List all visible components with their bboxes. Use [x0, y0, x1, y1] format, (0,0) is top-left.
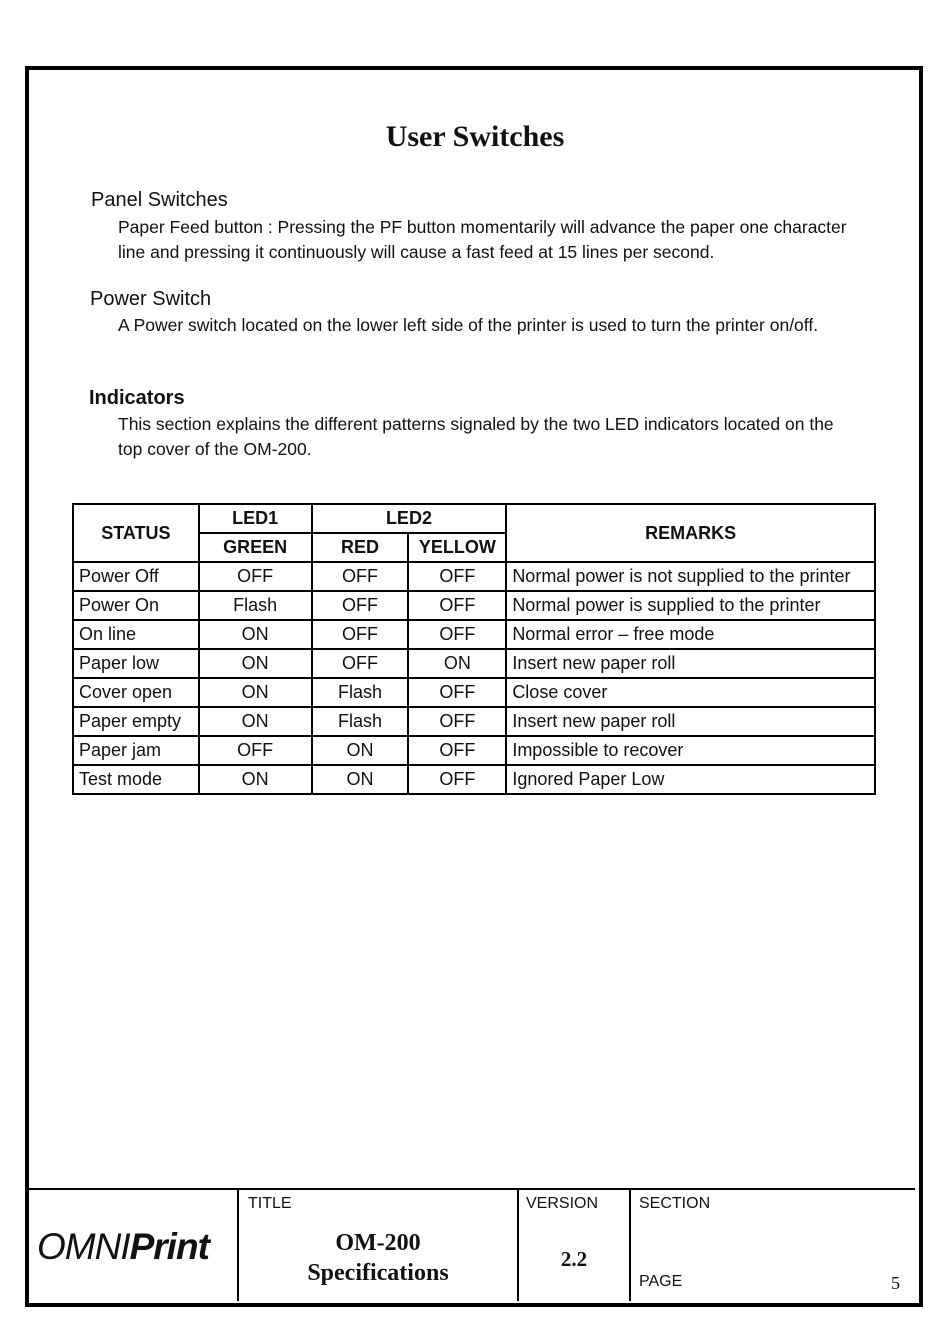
omniprint-logo: OMNIPrint [37, 1226, 209, 1267]
red-cell: OFF [312, 591, 409, 620]
header-green: GREEN [199, 533, 312, 562]
indicators-heading: Indicators [89, 387, 185, 409]
remarks-cell: Ignored Paper Low [506, 765, 875, 794]
page-label: PAGE [639, 1273, 683, 1290]
header-yellow: YELLOW [408, 533, 506, 562]
remarks-cell: Normal power is not supplied to the printer [506, 562, 875, 591]
green-cell: ON [199, 649, 312, 678]
header-led1: LED1 [199, 504, 312, 533]
yellow-cell: OFF [408, 765, 506, 794]
section-label: SECTION [639, 1195, 711, 1212]
yellow-cell: OFF [408, 707, 506, 736]
version-value: 2.2 [560, 1247, 588, 1271]
header-status: STATUS [73, 504, 199, 562]
remarks-cell: Impossible to recover [506, 736, 875, 765]
status-cell: Test mode [73, 765, 199, 794]
doc-title-line1: OM-200 [335, 1230, 421, 1256]
red-cell: Flash [312, 678, 409, 707]
led-indicator-table [72, 503, 876, 795]
table-row [73, 707, 875, 736]
table-row [73, 591, 875, 620]
panel-switches-text: Paper Feed button : Pressing the PF button momentarily will advance the paper one character line and pressing it continuously will cause a fast feed at 15 lines per second. [118, 217, 847, 262]
status-cell: On line [73, 620, 199, 649]
status-cell: Cover open [73, 678, 199, 707]
remarks-cell: Normal error – free mode [506, 620, 875, 649]
header-red: RED [312, 533, 409, 562]
power-switch-heading: Power Switch [90, 288, 212, 310]
logo-cell [29, 1190, 237, 1301]
version-label: VERSION [526, 1195, 599, 1212]
table-row [73, 649, 875, 678]
table-row [73, 678, 875, 707]
yellow-cell: OFF [408, 591, 506, 620]
panel-switches-heading: Panel Switches [91, 189, 228, 211]
power-switch-text: A Power switch located on the lower left side of the printer is used to turn the printer on/off. [118, 315, 819, 335]
red-cell: ON [312, 736, 409, 765]
green-cell: OFF [199, 562, 312, 591]
green-cell: ON [199, 620, 312, 649]
green-cell: ON [199, 765, 312, 794]
table-row [73, 765, 875, 794]
green-cell: Flash [199, 591, 312, 620]
red-cell: OFF [312, 562, 409, 591]
header-remarks: REMARKS [506, 504, 875, 562]
status-cell: Paper empty [73, 707, 199, 736]
green-cell: ON [199, 707, 312, 736]
green-cell: OFF [199, 736, 312, 765]
yellow-cell: OFF [408, 562, 506, 591]
status-cell: Power On [73, 591, 199, 620]
remarks-cell: Close cover [506, 678, 875, 707]
yellow-cell: ON [408, 649, 506, 678]
red-cell: OFF [312, 649, 409, 678]
title-label: TITLE [248, 1195, 292, 1212]
status-cell: Paper jam [73, 736, 199, 765]
version-cell [517, 1190, 629, 1301]
status-cell: Paper low [73, 649, 199, 678]
status-cell: Power Off [73, 562, 199, 591]
red-cell: Flash [312, 707, 409, 736]
remarks-cell: Normal power is supplied to the printer [506, 591, 875, 620]
page-title: User Switches [385, 120, 565, 153]
page-number: 5 [891, 1273, 900, 1293]
red-cell: ON [312, 765, 409, 794]
header-led2: LED2 [312, 504, 507, 533]
remarks-cell: Insert new paper roll [506, 649, 875, 678]
section-cell [629, 1190, 917, 1301]
table-row [73, 562, 875, 591]
doc-title-line2: Specifications [307, 1260, 449, 1286]
red-cell: OFF [312, 620, 409, 649]
remarks-cell: Insert new paper roll [506, 707, 875, 736]
indicators-text: This section explains the different patterns signaled by the two LED indicators located on the top cover of the OM-200. [118, 414, 834, 459]
title-cell [237, 1190, 517, 1301]
yellow-cell: OFF [408, 620, 506, 649]
yellow-cell: OFF [408, 736, 506, 765]
green-cell: ON [199, 678, 312, 707]
table-row [73, 736, 875, 765]
title-block [29, 1188, 915, 1301]
yellow-cell: OFF [408, 678, 506, 707]
table-row [73, 620, 875, 649]
